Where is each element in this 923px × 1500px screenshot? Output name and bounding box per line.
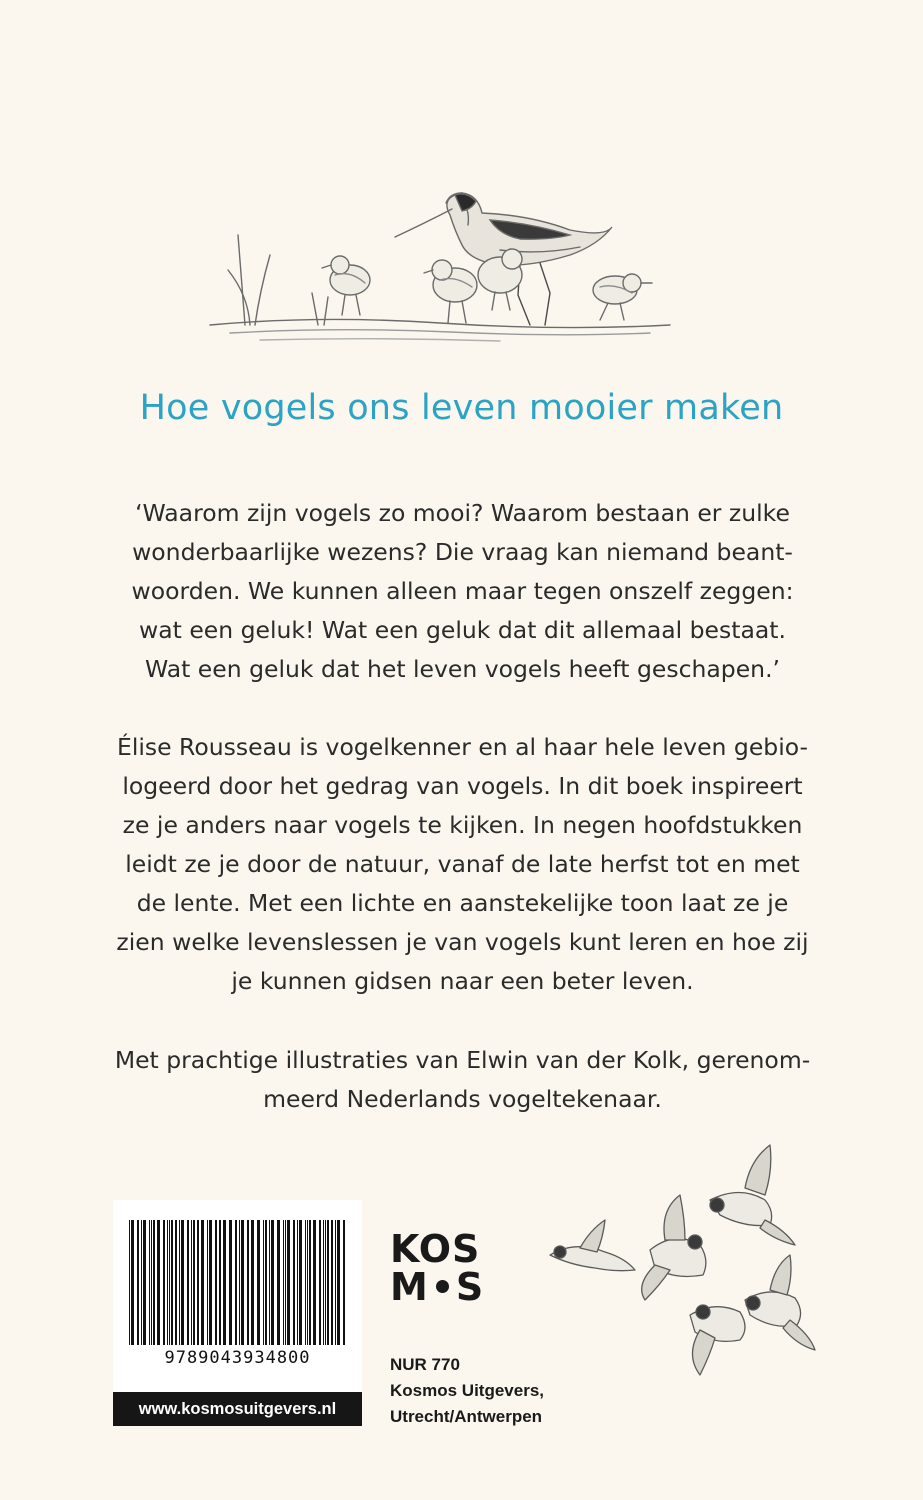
barcode-bar (215, 1220, 217, 1345)
quote-line: wonderbaarlijke wezens? Die vraag kan niemand beant- (132, 538, 793, 566)
barcode-bar (175, 1220, 177, 1345)
illustration-credit-paragraph (110, 1041, 815, 1119)
barcode-bar (171, 1220, 173, 1345)
bio-line: de lente. Met een lichte en aanstekelijke toon laat ze je (136, 889, 789, 917)
barcode-bar (293, 1220, 295, 1345)
barcode-bar (257, 1220, 260, 1345)
publisher-website: www.kosmosuitgevers.nl (113, 1392, 362, 1426)
barcode-bar (207, 1220, 208, 1345)
isbn-number: 9789043934800 (164, 1348, 311, 1368)
barcode-bar (169, 1220, 170, 1345)
barcode-bar (191, 1220, 192, 1345)
barcode-bar (131, 1220, 134, 1345)
bio-line: je kunnen gidsen naar een beter leven. (231, 967, 694, 995)
publisher-city: Utrecht/Antwerpen (390, 1407, 543, 1426)
barcode-bar (297, 1220, 298, 1345)
barcode-bar (193, 1220, 195, 1345)
barcode-bar (313, 1220, 316, 1345)
barcode-bar (343, 1220, 345, 1345)
barcode-bars (129, 1220, 346, 1345)
logo-letter-m: M (390, 1265, 429, 1309)
logo-dot (436, 1280, 449, 1293)
bio-line: leidt ze je door de natuur, vanaf de late herfst tot en met (125, 850, 800, 878)
barcode-bar (179, 1220, 180, 1345)
barcode-bar (337, 1220, 340, 1345)
barcode-bar (325, 1220, 326, 1345)
barcode-bar (335, 1220, 336, 1345)
barcode-bar (287, 1220, 290, 1345)
logo-row-bottom (390, 1265, 490, 1309)
barcode-bar (219, 1220, 221, 1345)
barcode-bar (299, 1220, 302, 1345)
headline: Hoe vogels ons leven mooier maken (139, 388, 784, 428)
barcode-bar (151, 1220, 152, 1345)
barcode-bar (269, 1220, 270, 1345)
barcode-bar (181, 1220, 184, 1345)
barcode (113, 1200, 362, 1398)
kosmos-logo (390, 1227, 490, 1309)
quote-line: Wat een geluk dat het leven vogels heeft geschapen.’ (144, 655, 781, 683)
barcode-bar (323, 1220, 324, 1345)
quote-line: wat een geluk! Wat een geluk dat dit allemaal bestaat. (139, 616, 786, 644)
barcode-bar (277, 1220, 280, 1345)
barcode-bar (141, 1220, 142, 1345)
barcode-bar (263, 1220, 264, 1345)
credit-line: meerd Nederlands vogeltekenaar. (263, 1085, 662, 1113)
logo-letter-s: S (455, 1265, 485, 1309)
barcode-bar (331, 1220, 333, 1345)
barcode-bar (327, 1220, 329, 1345)
barcode-bar (209, 1220, 212, 1345)
barcode-bar (307, 1220, 308, 1345)
quote-paragraph (110, 494, 815, 689)
barcode-bar (271, 1220, 274, 1345)
barcode-bar (241, 1220, 244, 1345)
barcode-bar (197, 1220, 199, 1345)
publisher-name: Kosmos Uitgevers, (390, 1381, 544, 1400)
quote-line: ‘Waarom zijn vogels zo mooi? Waarom bestaan er zulke (135, 499, 790, 527)
flying-birds-illustration (535, 1140, 820, 1380)
barcode-bar (247, 1220, 249, 1345)
barcode-bar (305, 1220, 306, 1345)
barcode-bar (239, 1220, 240, 1345)
barcode-bar (163, 1220, 165, 1345)
barcode-bar (309, 1220, 311, 1345)
barcode-bar (153, 1220, 155, 1345)
barcode-bar (137, 1220, 139, 1345)
barcode-bar (187, 1220, 189, 1345)
imprint-info (390, 1352, 544, 1430)
logo-row-top: KOS (390, 1227, 481, 1271)
barcode-bar (167, 1220, 168, 1345)
barcode-bar (201, 1220, 204, 1345)
barcode-bar (235, 1220, 237, 1345)
bio-line: zien welke levenslessen je van vogels kunt leren en hoe zij (116, 928, 809, 956)
barcode-bar (265, 1220, 267, 1345)
barcode-bar (283, 1220, 284, 1345)
barcode-bar (149, 1220, 150, 1345)
barcode-bar (251, 1220, 254, 1345)
nur-code: NUR 770 (390, 1355, 460, 1374)
barcode-bar (157, 1220, 160, 1345)
barcode-bar (229, 1220, 232, 1345)
bio-line: Élise Rousseau is vogelkenner en al haar hele leven gebio- (116, 733, 809, 761)
bio-line: logeerd door het gedrag van vogels. In dit boek inspireert (122, 772, 803, 800)
quote-line: woorden. We kunnen alleen maar tegen onszelf zeggen: (131, 577, 794, 605)
barcode-bar (285, 1220, 286, 1345)
barcode-bar (319, 1220, 321, 1345)
barcode-bar (143, 1220, 146, 1345)
barcode-bar (223, 1220, 226, 1345)
author-bio-paragraph (110, 728, 815, 1001)
bio-line: ze je anders naar vogels te kijken. In negen hoofdstukken (122, 811, 803, 839)
credit-line: Met prachtige illustraties van Elwin van der Kolk, gerenom- (114, 1046, 811, 1074)
barcode-bar (129, 1220, 130, 1345)
avocet-illustration (200, 175, 680, 350)
